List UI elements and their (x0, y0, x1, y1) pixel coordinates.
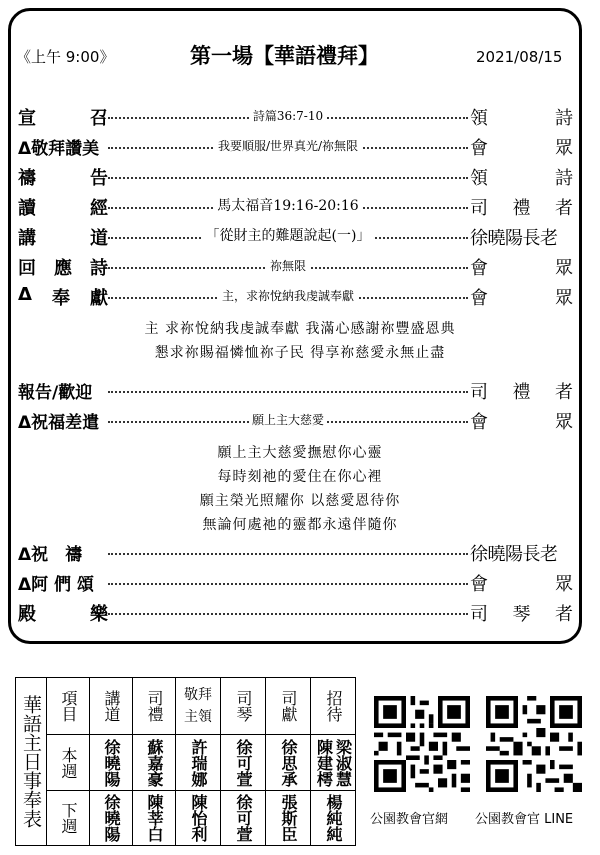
dotted-leader (108, 583, 468, 585)
roster-cell: 張斯臣 (266, 791, 311, 846)
roster-cell: 徐思承 (266, 735, 311, 791)
worship-item-sending (18, 408, 573, 432)
service-title: 第一場【華語禮拜】 (190, 44, 379, 68)
roster-cell: 徐可萱 (221, 735, 266, 791)
item-detail: 詩篇36:7-10 (250, 109, 326, 123)
item-person: 司 禮 者 (470, 382, 573, 403)
worship-item-postlude (18, 600, 573, 624)
roster-header: 司獻 (266, 678, 311, 735)
website-qr-caption: 公園教會官網 (370, 812, 449, 827)
item-person: 領 詩 (470, 168, 573, 189)
worship-item-amen (18, 570, 573, 594)
worship-item-reading (18, 194, 573, 218)
roster-header: 講道 (90, 678, 133, 735)
roster-cell: 徐可萱 (221, 791, 266, 846)
blessing-lyric-line: 無論何處祂的靈都永遠伴隨你 (202, 517, 398, 533)
roster-cell: 陳怡利 (176, 791, 221, 846)
worship-item-benediction (18, 540, 573, 564)
roster-cell: 許瑞娜 (176, 735, 221, 791)
roster-row-label: 下週 (47, 791, 90, 846)
service-date: 2021/08/15 (476, 48, 563, 66)
roster-cell: 徐曉陽 (90, 735, 133, 791)
roster-cell: 徐曉陽 (90, 791, 133, 846)
item-detail: 願上主大慈愛 (249, 413, 327, 427)
blessing-lyric-line: 願主榮光照耀你 以慈愛恩待你 (199, 493, 401, 509)
dotted-leader (108, 613, 468, 615)
worship-item-response-hymn (18, 254, 573, 278)
item-person: 會 眾 (470, 138, 573, 159)
item-person: 會 眾 (470, 412, 573, 433)
offering-lyric-line: 主 求祢悅納我虔誠奉獻 我滿心感謝祢豐盛恩典 (144, 321, 456, 337)
item-label: Δ阿 們 頌 (18, 575, 94, 595)
dotted-leader (108, 177, 468, 179)
item-person: 領 詩 (470, 108, 573, 129)
roster-cell: 陳建樗 梁淑慧 (311, 735, 356, 791)
item-label: 讀 經 (18, 198, 108, 219)
worship-item-offering (18, 284, 573, 308)
roster-cell: 陳莘白 (133, 791, 176, 846)
item-detail: 主，求祢悅納我虔誠奉獻 (219, 289, 357, 303)
item-label: 講 道 (18, 228, 108, 249)
item-detail: 我要順服/世界真光/祢無限 (215, 139, 361, 153)
item-person: 徐曉陽長老 (470, 544, 558, 565)
roster-header: 司禮 (133, 678, 176, 735)
item-detail: 祢無限 (267, 259, 309, 273)
roster-title: 華語主日事奉表 (16, 678, 47, 846)
item-person: 司 琴 者 (470, 604, 573, 625)
website-qr-code[interactable] (374, 696, 470, 792)
item-label: 報告/歡迎 (18, 383, 93, 403)
item-person: 會 眾 (470, 288, 573, 309)
item-label: Δ 奉 獻 (18, 284, 108, 309)
roster-header: 項目 (47, 678, 90, 735)
service-roster-table (15, 677, 356, 846)
item-person: 會 眾 (470, 258, 573, 279)
worship-item-announcements (18, 378, 573, 402)
line-qr-caption: 公園教會官 LINE (475, 812, 574, 827)
roster-header: 招待 (311, 678, 356, 735)
worship-item-call (18, 104, 573, 128)
item-label: Δ祝 禱 (18, 545, 83, 565)
roster-cell: 蘇嘉豪 (133, 735, 176, 791)
line-qr-code[interactable] (486, 696, 582, 792)
offering-lyric-line: 懇求祢賜福憐恤祢子民 得享祢慈愛永無止盡 (154, 345, 446, 361)
roster-header: 敬拜主領 (176, 678, 221, 735)
item-label: 殿 樂 (18, 604, 108, 625)
service-time: 《上午 9:00》 (16, 48, 115, 66)
item-label: 宣 召 (18, 108, 108, 129)
roster-row-this-week (16, 735, 356, 791)
item-detail: 「從財主的難題說起(一)」 (203, 228, 374, 244)
worship-item-sermon (18, 224, 573, 248)
item-label: Δ祝福差遣 (18, 413, 100, 433)
blessing-lyric-line: 每時刻祂的愛住在你心裡 (217, 469, 383, 485)
roster-header: 司琴 (221, 678, 266, 735)
blessing-lyric-line: 願上主大慈愛撫慰你心靈 (217, 445, 383, 461)
item-label: 禱 告 (18, 168, 108, 189)
dotted-leader (108, 391, 468, 393)
item-detail: 馬太福音19:16-20:16 (214, 198, 361, 214)
worship-item-prayer (18, 164, 573, 188)
roster-row-next-week (16, 791, 356, 846)
item-person: 會 眾 (470, 574, 573, 595)
item-person: 司 禮 者 (470, 198, 573, 219)
worship-item-praise (18, 134, 573, 158)
roster-row-label: 本週 (47, 735, 90, 791)
item-label: 回 應 詩 (18, 258, 108, 279)
item-person: 徐曉陽長老 (470, 228, 558, 249)
dotted-leader (108, 553, 468, 555)
roster-cell: 楊純純 (311, 791, 356, 846)
item-label: Δ敬拜讚美 (18, 139, 100, 159)
